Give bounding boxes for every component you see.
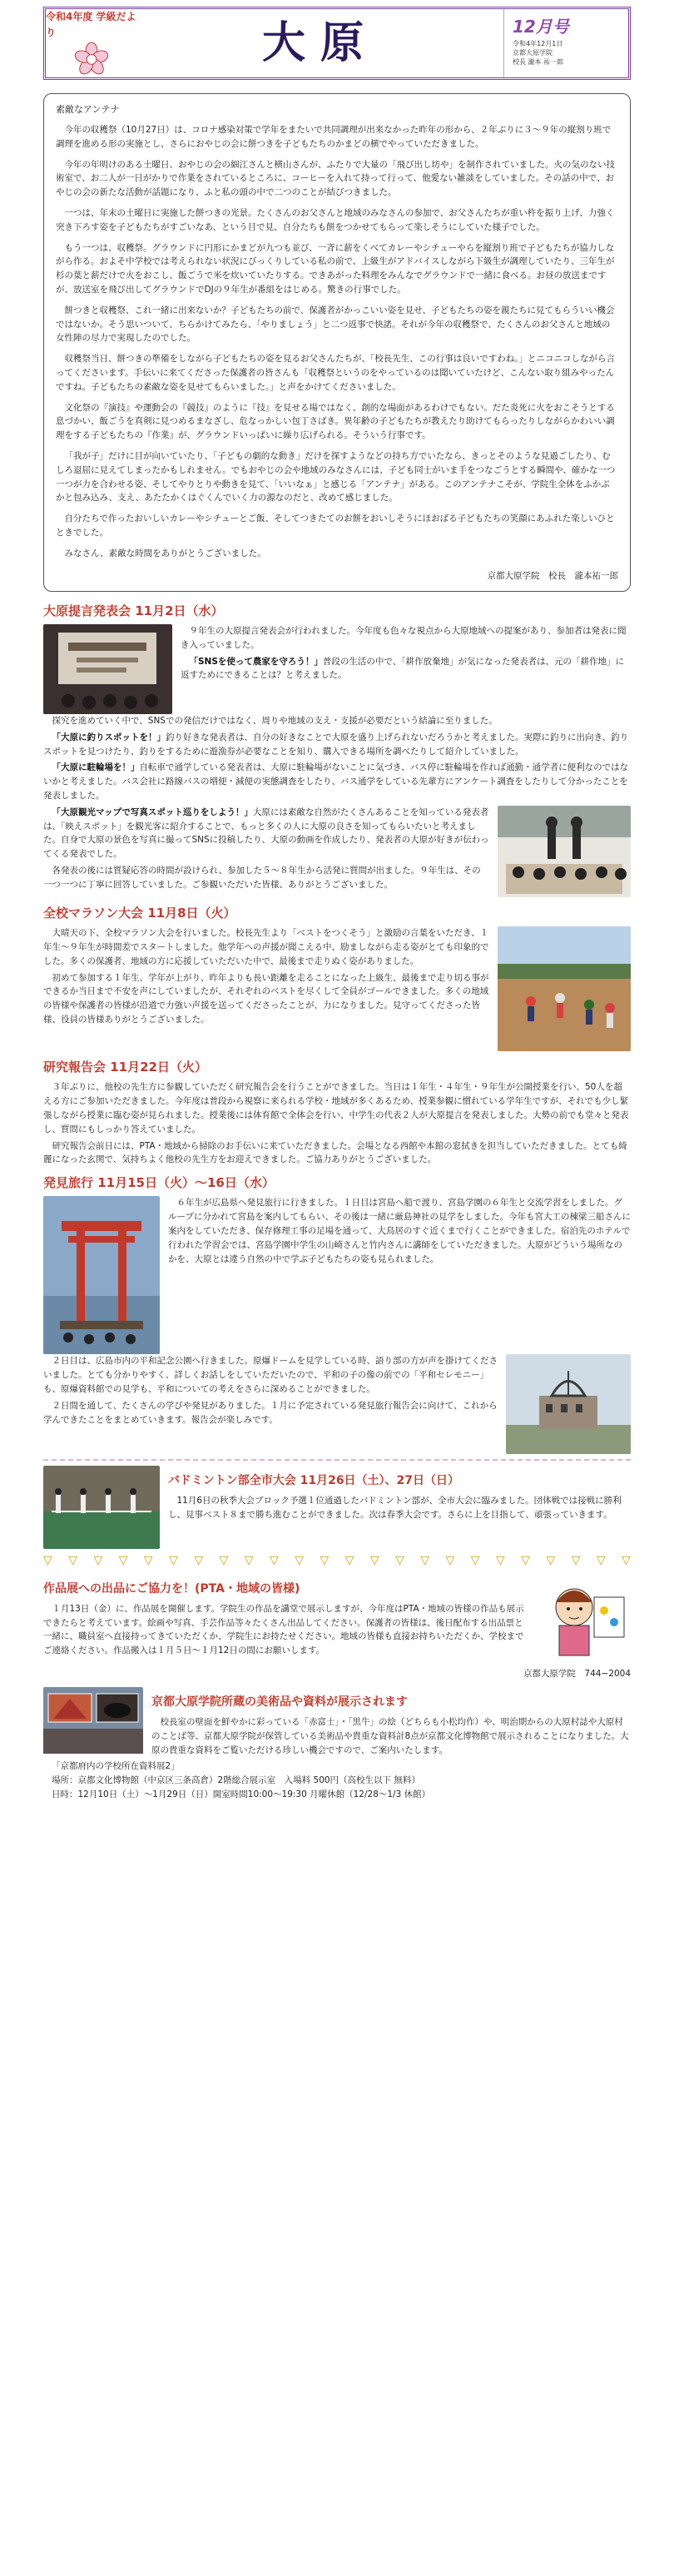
message-title: 素敵なアンテナ bbox=[56, 104, 120, 115]
museum-photo bbox=[43, 1687, 143, 1760]
section-heading-museum: 京都大原学院所蔵の美術品や資料が展示されます bbox=[151, 1695, 408, 1710]
masthead-left bbox=[46, 9, 137, 77]
badminton-photo bbox=[43, 1466, 160, 1549]
badminton-row bbox=[43, 1466, 631, 1549]
teigen-paragraph: 探究を進めていく中で、SNSでの発信だけではなく、周りや地域の支え・支援が必要だという結論に至りました。 bbox=[52, 716, 498, 727]
teigen-map-text bbox=[43, 806, 489, 897]
trip-row bbox=[43, 1196, 631, 1354]
museum-row bbox=[43, 1687, 631, 1760]
trip-text-2 bbox=[43, 1354, 498, 1454]
presentation-title: 「大原に駐輪場を！」 bbox=[52, 762, 140, 773]
museum-paragraph: 校長室の壁面を鮮やかに彩っている「赤富士」・「黒牛」の絵（どちらも小松均作）や、明治期からの大原村誌や大原村のことば等、京都大原学院が保管している美術品や貴重な資料計8点が京都文化博物館で展示されることになりました。大原の貴重な資料をご覧いただける珍しい機会ですので、ご案内いたします。 bbox=[151, 1717, 629, 1755]
museum-text bbox=[151, 1687, 631, 1760]
section-heading-research: 研究報告会 11月22日（火） bbox=[43, 1060, 207, 1075]
research-paragraph: ３年ぶりに、他校の先生方に参観していただく研究報告会を行うことができました。当日は１年生・４年生・９年生が公開授業を行い、50人を超える方にご参加いただきました。今年度は普段から視察に来られる学校・地域が多くあるため、授業参観に慣れている学年生ですが、それでも少し緊張しながら授業に臨む姿が見られました。授業後には体育館で全体会を行い、中学生の代表２人が大原提言を発表しました。大勢の前でも堂々と発表し、質問にもしっかり答えていました。 bbox=[43, 1082, 629, 1134]
badminton-text bbox=[168, 1466, 631, 1549]
school-address: 京都大原学院 744−2004 bbox=[523, 1669, 631, 1680]
trip-dome-photo bbox=[506, 1354, 631, 1454]
trip-paragraph: ６年生が広島県へ発見旅行に行きました。１日目は宮島へ船で渡り、宮島学園の６年生と交流学習をしました。グループに分かれて宮島を案内してもらい、その後は一緒に厳島神社の見学をしました。今年も宮大工の棟梁三船さんに案内をしていただき、保存修理工事の足場を通って、大鳥居のすぐ近くまで行くことができました。宿泊先のホテルで行われた学習会では、宮島学園中学生の山崎さんと竹内さんに講師をしていただきました。大原がどういう場所なのかを、大原とは違う自然の中で学ぶ子どもたちの姿も見られました。 bbox=[168, 1198, 631, 1264]
teigen-paragraph bbox=[43, 761, 631, 802]
trip-row-2 bbox=[43, 1354, 631, 1454]
teigen-intro-row bbox=[43, 624, 631, 714]
issue-date: 令和4年12月1日 bbox=[513, 40, 563, 47]
newsletter-title: 大原 bbox=[261, 17, 379, 68]
trip-text bbox=[168, 1196, 631, 1354]
masthead bbox=[43, 7, 631, 80]
research-paragraph: 研究報告会前日には、PTA・地域から掃除のお手伝いに来ていただきました。会場となる西館や本館の窓拭きを担当していただきました。とても綺麗になった玄関で、気持ちよく他校の先生方をお迎えできました。ご協力ありがとうございました。 bbox=[43, 1140, 627, 1165]
section-heading-exhibit: 作品展への出品にご協力を！(PTA・地域の皆様) bbox=[43, 1582, 300, 1596]
issue-school: 京都大原学院 bbox=[513, 48, 553, 57]
teigen-paragraph: ９年生の大原提言発表会が行われました。今年度も色々な視点から大原地域への提案があり、参加者は発表に聞き入っていました。 bbox=[181, 626, 627, 650]
message-paragraph: 一つは、年末の土曜日に実施した餅つきの光景。たくさんのお父さんと地域のみなさんの参加で、お父さんたちが重い杵を振り上げ、力強く突き下ろす姿を子どもたちがすごいなあ、という目で見、自分たちも餅をつかせてもらって楽しそうにしていた様子でした。 bbox=[56, 208, 615, 232]
issue-meta bbox=[513, 40, 620, 67]
teigen-paragraph: 各発表の後には質疑応答の時間が設けられ、参加した５〜８年生から活発に質問が出ました。９年生は、その一つ一つに丁寧に回答していました。ご参観いただいた皆様、ありがとうございました。 bbox=[43, 866, 481, 890]
message-signature: 京都大原学院 校長 瀧本祐一郎 bbox=[487, 570, 618, 581]
teigen-intro-text bbox=[181, 624, 631, 714]
masthead-right bbox=[503, 9, 628, 77]
pta-section bbox=[43, 1574, 631, 1665]
badminton-paragraph: 11月6日の秋季大会ブロック予選１位通過したバドミントン部が、全市大会に臨みました。団体戦では接戦に勝利し、見事ベスト８まで勝ち進むことができました。次は春季大会です。さらに上を目指して、頑張っていきます。 bbox=[168, 1496, 622, 1520]
teigen-map-row bbox=[43, 806, 631, 897]
decorative-divider bbox=[43, 1459, 631, 1461]
school-emblem-icon bbox=[73, 42, 110, 77]
marathon-text bbox=[43, 926, 489, 1051]
section-heading-teigen: 大原提言発表会 11月2日（水） bbox=[43, 603, 224, 618]
marathon-paragraph: 大晴天の下、全校マラソン大会を行いました。校長先生より「ベストをつくそう」と激励の言葉をいただき、１年生〜９年生が時間差でスタートしました。他学年への声援が聞こえる中、励ましながら走る姿がとても印象的でした。多くの保護者、地域の方に応援していただいた中で、最後まで走りぬく姿がありました。 bbox=[43, 928, 489, 966]
trip-paragraph: ２日間を通して、たくさんの学びや発見がありました。１月に予定されている発見旅行報告会に向けて、これから学んできたことをまとめていきます。報告会が楽しみです。 bbox=[43, 1400, 498, 1425]
trip-paragraph: ２日目は、広島市内の平和記念公園へ行きました。原爆ドームを見学している時、語り部の方が声を掛けてくださいました。とても分かりやすく、詳しくお話しをしていただいたので、平和の子の像の前での「平和セレモニー」も、原爆資料館での見学も、平和についての考えをさらに深めることができました。 bbox=[43, 1356, 498, 1394]
teigen-photo bbox=[43, 624, 172, 714]
message-paragraph: 餅つきと収穫祭、これ一緒に出来ないか？子どもたちの前で、保護者がかっこいい姿を見せ、子どもたちの姿を親たちに見てもらういい機会ではないか。そう思いついて、ちらかけてみたら、「やりましょう」と二つ返事で快諾。それが今年の収穫祭で、たくさんのお父さんと地域の女性陣の尽力で実現したのでした。 bbox=[56, 305, 615, 344]
marathon-row bbox=[43, 926, 631, 1051]
marathon-photo bbox=[498, 926, 631, 1051]
message-paragraph: みなさん、素敵な時間をありがとうございました。 bbox=[64, 548, 266, 558]
teigen-paragraph bbox=[181, 655, 631, 683]
message-paragraph: 自分たちで作ったおいしいカレーやシチューとご飯、そしてつきたてのお餅をおいしそうにほおばる子どもたちの笑顔にあふれた楽しいひとときでした。 bbox=[56, 514, 615, 538]
teigen-paragraph bbox=[43, 806, 489, 861]
message-paragraph: 今年の収穫祭（10月27日）は、コロナ感染対策で学年をまたいで共同調理が出来なかった昨年の形から、２年ぶりに３〜９年の縦割り班で調理を進める形の実施とし、さらにおやじの会に餅つきを子どもたちのかまどの横でやっていただきました。 bbox=[56, 125, 612, 149]
flag-garland: ▽ ▽ ▽ ▽ ▽ ▽ ▽ ▽ ▽ ▽ ▽ ▽ ▽ ▽ ▽ ▽ ▽ ▽ ▽ ▽ ▽ ▽ ▽ ▽ bbox=[43, 1554, 631, 1568]
presentation-title: 「大原観光マップで写真スポット巡りをしよう！」 bbox=[52, 807, 253, 817]
presentation-text: 自転車で通学している発表者は、大原に駐輪場がないことに気づき、バス停に駐輪場を作れば通勤・通学者に便利なのではないかと考えました。バス会社に路線バスの増便・減便の実態調査をしたり、バス通学をしている先輩方にアンケート調査をしたりして分かったことを発表しました。 bbox=[43, 762, 629, 802]
teigen-paragraph bbox=[43, 731, 631, 759]
newsletter-tag: 令和4年度 学級だより bbox=[46, 11, 136, 38]
museum-details bbox=[43, 1760, 631, 1801]
message-paragraph: 収穫祭当日、餅つきの準備をしながら子どもたちの姿を見るお父さんたちが、「校長先生、この行事は良いですわね。」とニコニコしながら言ってくださいます。手伝いに来てくださった保護者の皆さんも「収穫祭というのをやっているのは聞いていたけど、こんない取り組みやったんですね。子どもたちの素敵な姿を見せてもらいました。」と声をかけてくださいました。 bbox=[56, 354, 615, 392]
exhibit-dates: 日時：12月10日（土）〜1月29日（日）開室時間10:00〜19:30 月曜休館（12/28〜1/3 休館） bbox=[52, 1789, 431, 1800]
section-heading-marathon: 全校マラソン大会 11月8日（火） bbox=[43, 905, 236, 921]
principal-message-box bbox=[43, 93, 631, 592]
pta-text bbox=[43, 1574, 531, 1665]
presentation-text: 普段の生活の中で、「耕作放棄地」が気になった発表者は、元の「耕作地」に返すためにできることは？と考えました。 bbox=[181, 656, 624, 681]
presentation-title: 「SNSを使って農家を守ろう！」 bbox=[189, 656, 323, 667]
presentation-text: 大原には素敵な自然がたくさんあることを知っている発表者は、「映えスポット」を観光客に紹介することで、もっと多くの人に大原の良さを知ってもらいたいと考えました。自身で大原の景色を写真に撮ってSNSに投稿したり、大原の動画を作成したり、発表者の大原が好きが伝わってくる発表でした。 bbox=[43, 807, 489, 860]
trip-torii-photo bbox=[43, 1196, 160, 1354]
presentation-title: 「大原に釣りスポットを！」 bbox=[52, 732, 166, 742]
section-heading-badminton: バドミントン部全市大会 11月26日（土）、27日（日） bbox=[168, 1474, 460, 1488]
teigen-qa-photo bbox=[498, 806, 631, 897]
exhibit-venue: 場所：京都文化博物館（中京区三条高倉）2階総合展示室 入場料 500円（高校生以下 無料） bbox=[52, 1775, 420, 1786]
message-paragraph: 「我が子」だけに目が向いていたり、「子どもの劇的な動き」だけを探すようなどの持ち方でいたなら、きっとそのような見過ごしたり、むしろ退屈に見えてしまったかもしれません。でもおやじの会や地域のみなさんには、子ども同士がいま手をつなごうとする瞬間や、確かな一つ一つが力を合わせる姿、そしてやりとりや動きを見て、「いいなぁ」と感じる「アンテナ」がある。このアンテナこそが、学院生全体をふかぶかと包み込み、支え、あたたかくはぐくんでいく力の源なのだと、改めて感じました。 bbox=[56, 450, 616, 504]
section-heading-trip: 発見旅行 11月15日（火）〜16日（水） bbox=[43, 1175, 275, 1191]
issue-month: 12月号 bbox=[513, 17, 569, 37]
marathon-paragraph: 初めて参加する１年生、学年が上がり、昨年よりも長い距離を走ることになった上級生、最後まで走り切る事ができるか当日まで不安を声にしていましたが、それぞれのベストを尽くして全員がゴールできました。多くの地域の皆様や保護者の皆様が沿道で力強い声援を送ってくださったことが、力になりました。見守ってくださった皆様、役員の皆様ありがとうございました。 bbox=[43, 972, 489, 1025]
message-paragraph: 今年の年明けのある土曜日、おやじの会の細江さんと横山さんが、ふたりで大量の「飛び出し坊や」を制作されていました。火の気のない技術室で、お二人が一日がかりで作業をされているところに、コーヒーを入れて持って行って、他愛ない雑談をしていました。その話の中で、おやじの会の新たな活動が話題になり、ふと私の頭の中で二つのことが結びつきました。 bbox=[56, 159, 615, 198]
exhibit-paragraph: １月13日（金）に、作品展を開催します。学院生の作品を講堂で展示しますが、今年度はPTA・地域の皆様の作品も展示できたらと考えています。絵画や写真、手芸作品等々たくさん出品してください。保護者の皆様は、後日配布する出品票と一緒に、職員室へ直接持ってきていただくか、学院生にお持たせください。地域の皆様も直接お持ちいただくか、学校までご連絡ください。作品搬入は１月５日〜１月12日の間にお願いします。 bbox=[43, 1603, 524, 1656]
exhibit-name: 「京都府内の学校所在資料展2」 bbox=[52, 1761, 180, 1772]
painter-illustration bbox=[539, 1574, 631, 1665]
issue-principal: 校長 瀧本 祐一郎 bbox=[513, 57, 564, 66]
message-paragraph: 文化祭の『演技』や運動会の『競技』のように『技』を見せる場ではなく、創的な場面があるわけでもない。だた炎死に火をおこそうとする息づかい、飯ごうを真剣に見つめるまなざし、危なっかしい包丁さばき。異年齢の子どもたちが教えたり助けてもらったりしながらかわいい調理をする子どもたちの『作業』が、グラウンドいっぱいに繰り広げられる。そういう行事です。 bbox=[56, 402, 615, 441]
presentation-text: 釣り好きな発表者は、自分の好きなことで大原を盛り上げられないだろうかと考えました。実際に釣りに出向き、釣りスポットを見つけたり、釣りをするために遊漁券が必要なことを知り、購入できる場所を調べたりして紹介していました。 bbox=[43, 732, 629, 757]
message-paragraph: もう一つは、収穫祭。グラウンドに円形にかまどが九つも並び、一斉に薪をくべてカレーやシチューやらを縦割り班で子どもたちが協力しながら作る。およそ中学校では考えられない状況にびっくりしている私の前で、上級生がアドバイスしながら下級生が調理していたり、三年生が杉の葉と薪だけで火をおこし、飯ごうで米を炊いていたりする。できあがった料理をみんなでグラウンドで一緒に食べる。お昼の放送まですが、放送室を飛び出してグラウンドでDJの９年生が番組をはじめる。驚きの行事でした。 bbox=[56, 242, 615, 295]
